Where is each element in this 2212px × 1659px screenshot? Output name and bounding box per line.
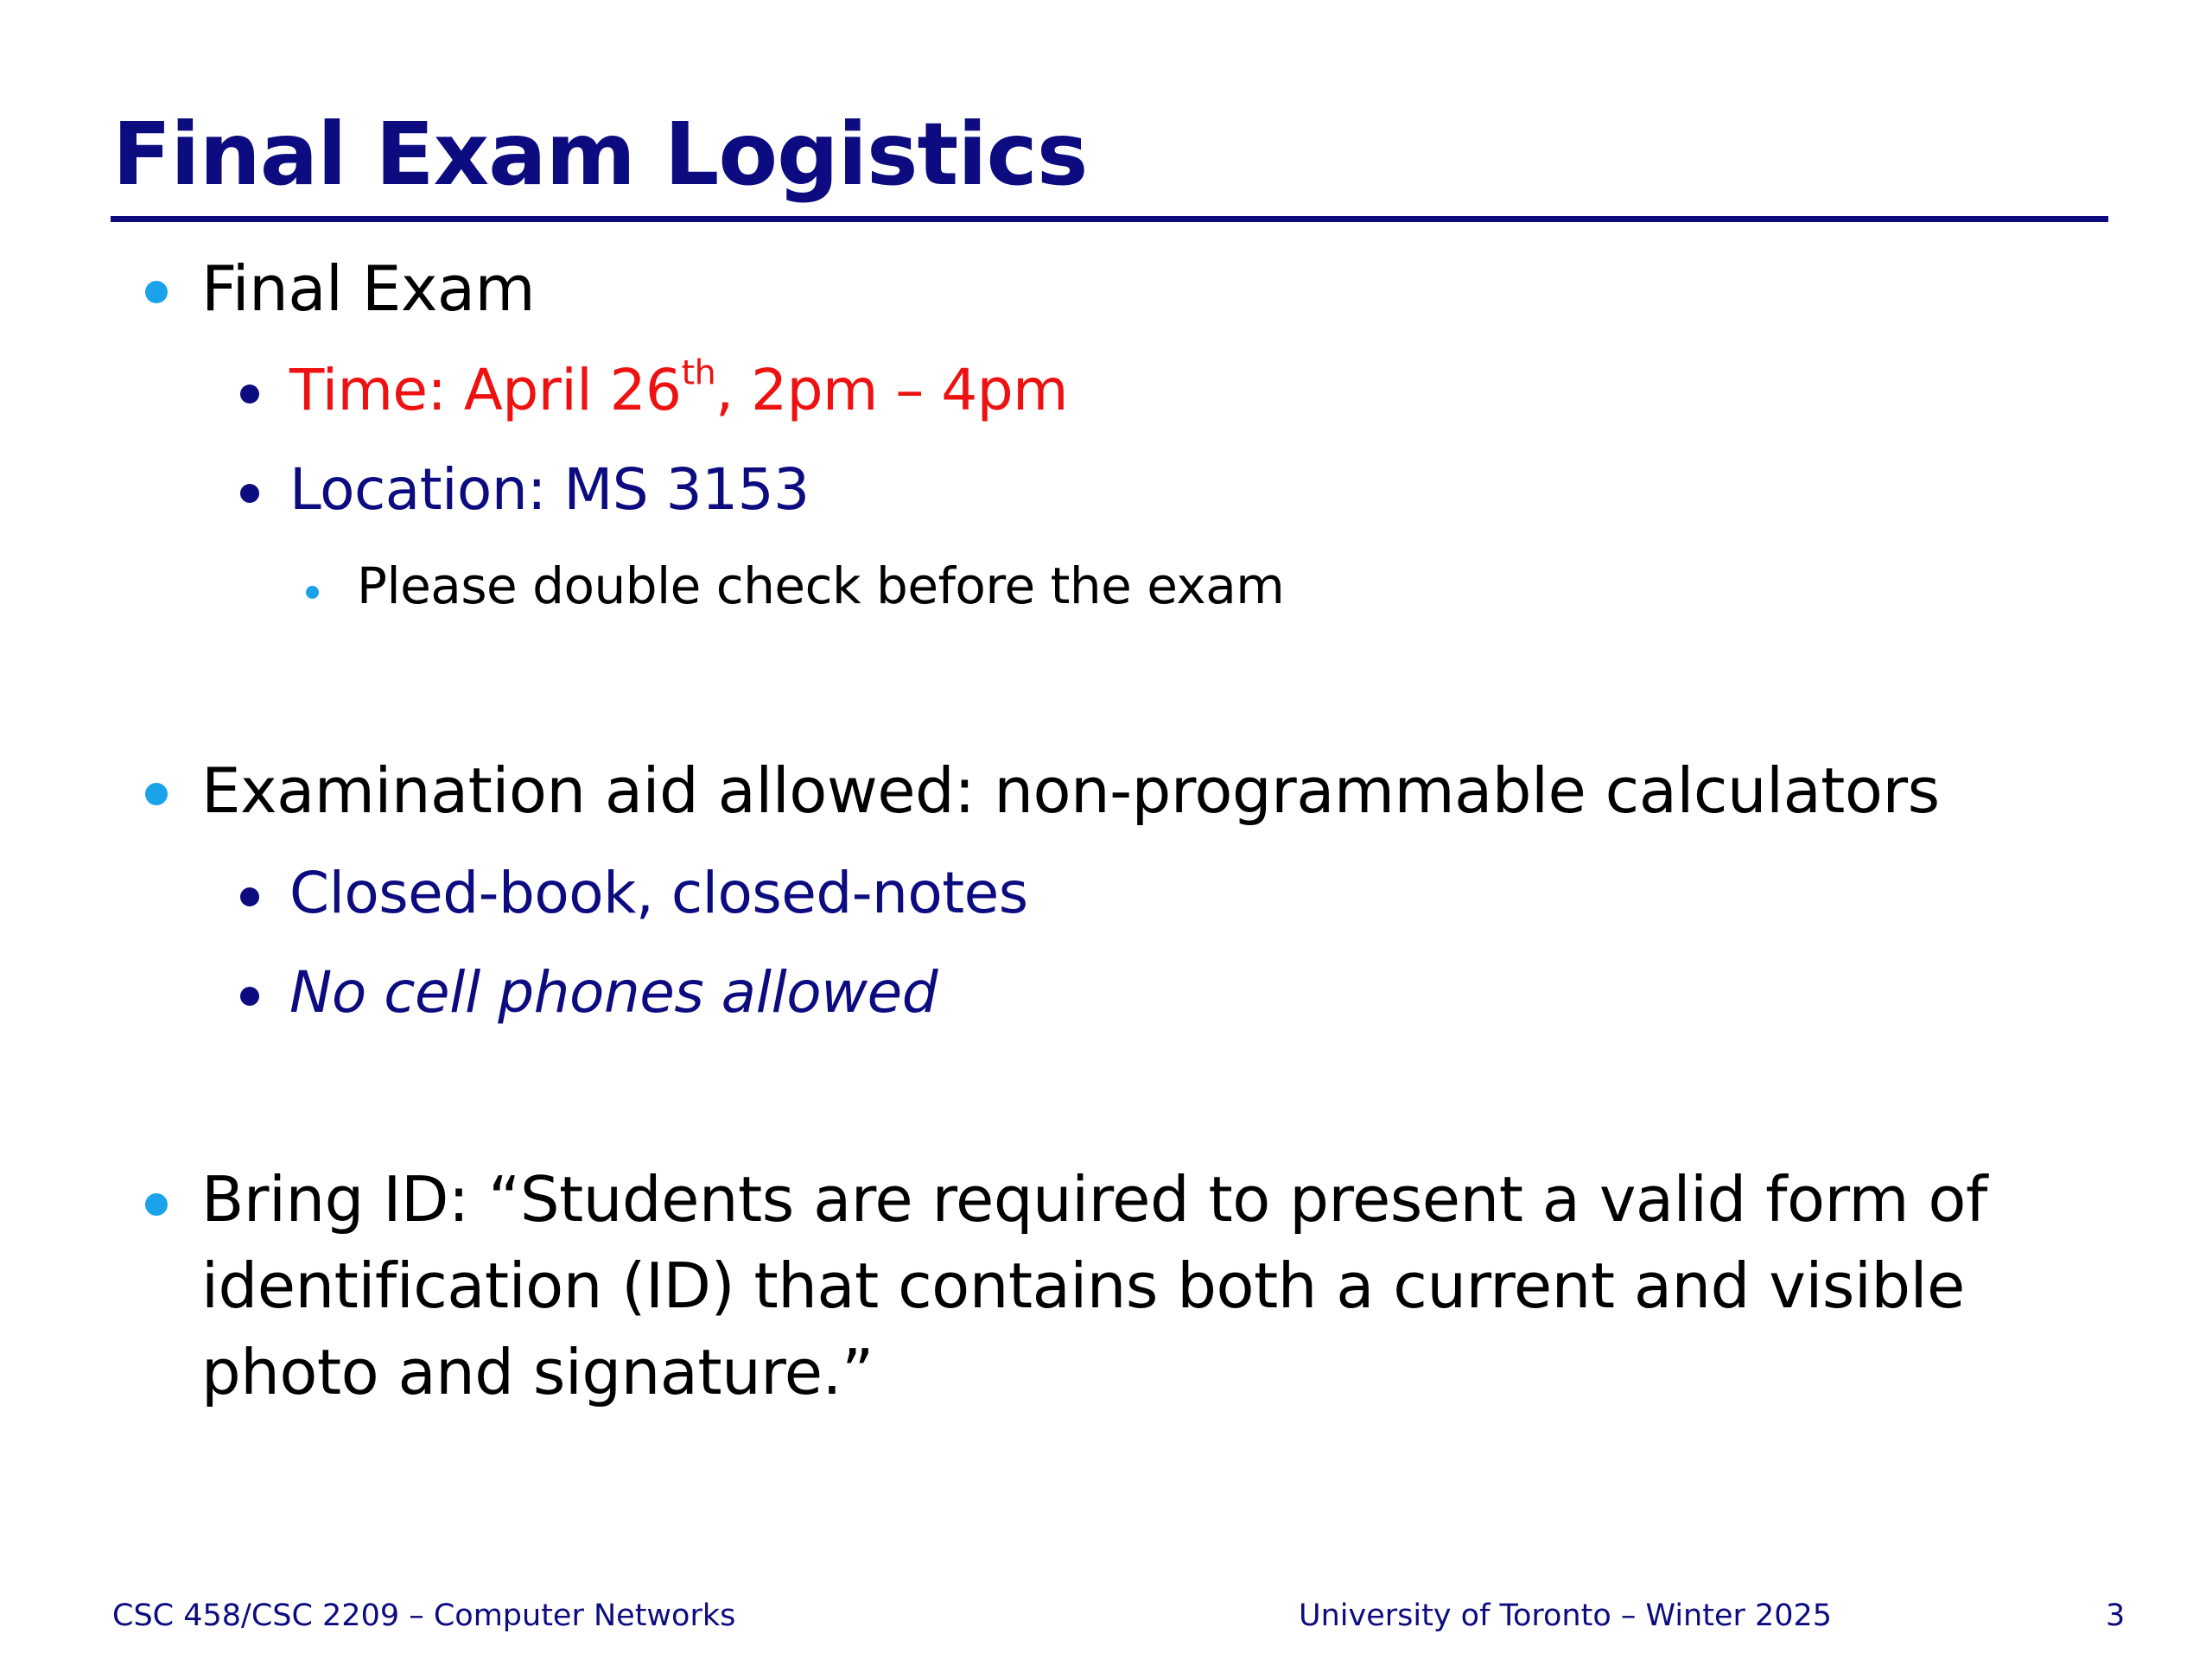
bullet-dot: [145, 783, 168, 805]
bullet-bring-id: [201, 1156, 2102, 1415]
footer-course: CSC 458/CSC 2209 – Computer Networks: [112, 1599, 736, 1633]
bullet-dot: [145, 1193, 168, 1216]
sub-sub-bullet-dot: [306, 586, 319, 599]
bring-id-line: Bring ID: “Students are required to present a valid form of: [201, 1163, 1987, 1236]
sub-bullet-dot: [240, 385, 259, 404]
slide-title: Final Exam Logistics: [112, 104, 1088, 205]
sub-bullet-time: [289, 353, 1068, 423]
time-prefix: Time: April 26: [289, 357, 682, 423]
sub-bullet-location: Location: MS 3153: [289, 456, 810, 523]
sub-bullet-dot: [240, 987, 259, 1006]
bullet-exam-aid: Examination aid allowed: non-programmable calculators: [201, 754, 1940, 827]
sub-bullet-closed-book: Closed-book, closed-notes: [289, 860, 1028, 926]
sub-bullet-no-phones: No cell phones allowed: [289, 959, 938, 1026]
sub-sub-bullet-location-note: Please double check before the exam: [357, 556, 1285, 615]
bring-id-line: photo and signature.”: [201, 1336, 874, 1408]
title-underline: [111, 216, 2108, 222]
time-suffix: , 2pm – 4pm: [715, 357, 1068, 423]
sub-bullet-dot: [240, 484, 259, 503]
footer-page-number: 3: [2106, 1599, 2126, 1633]
time-superscript: th: [681, 353, 716, 393]
bullet-final-exam: Final Exam: [201, 252, 536, 325]
bullet-dot: [145, 281, 168, 303]
sub-bullet-dot: [240, 887, 259, 906]
bring-id-line: identification (ID) that contains both a current and visible: [201, 1249, 1965, 1322]
footer-university: University of Toronto – Winter 2025: [1299, 1599, 1833, 1633]
